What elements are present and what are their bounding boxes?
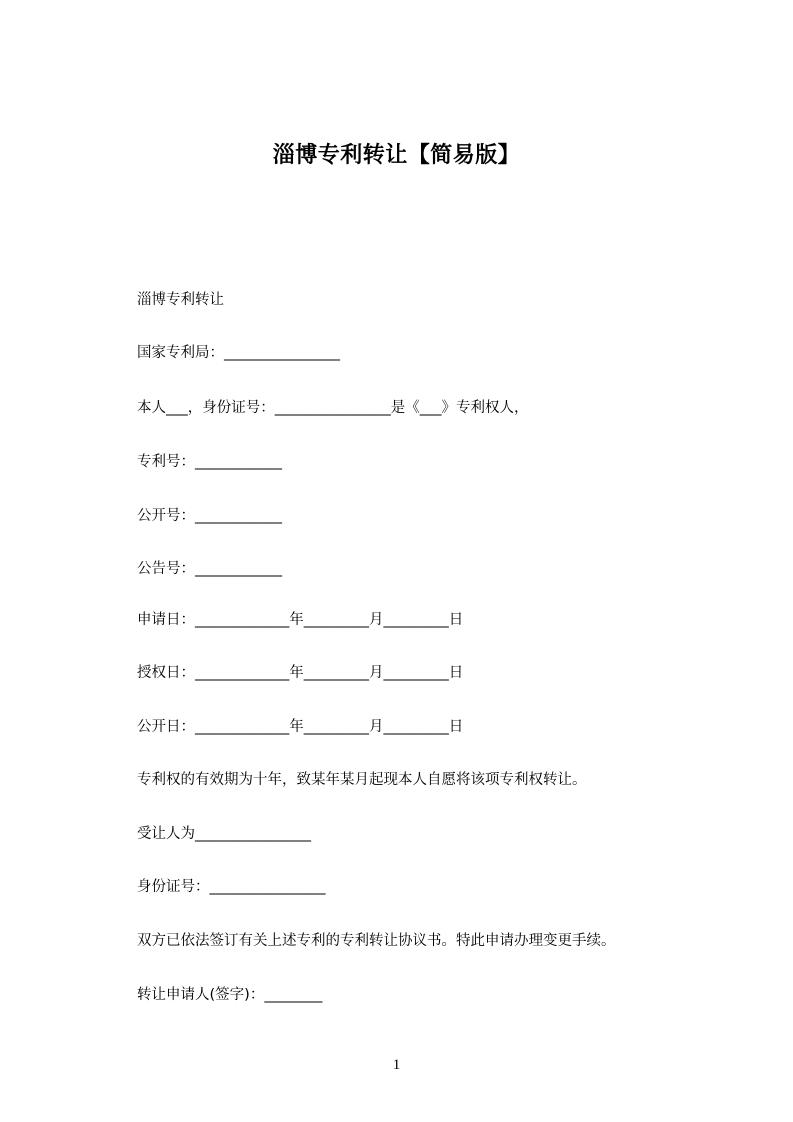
line-heading: 淄博专利转让: [137, 292, 224, 308]
line-application-date: 申请日：_____________年_________月_________日: [137, 612, 464, 628]
line-assignee-id: 身份证号：________________: [137, 879, 326, 895]
line-patent-office: 国家专利局：________________: [137, 345, 340, 361]
line-applicant-signature: 转让申请人(签字)：________: [137, 987, 323, 1003]
line-agreement-statement: 双方已依法签订有关上述专利的专利转让协议书。特此申请办理变更手续。: [137, 933, 616, 949]
line-validity-statement: 专利权的有效期为十年，致某年某月起现本人自愿将该项专利权转让。: [137, 772, 587, 788]
line-grant-date: 授权日：_____________年_________月_________日: [137, 665, 464, 681]
line-patent-number: 专利号：____________: [137, 454, 282, 470]
line-publication-date: 公开日：_____________年_________月_________日: [137, 719, 464, 735]
page-number: 1: [392, 1057, 401, 1073]
line-publication-number: 公开号：____________: [137, 508, 282, 524]
document-title: 淄博专利转让【简易版】: [272, 143, 521, 168]
line-assignee: 受让人为________________: [137, 826, 311, 842]
line-patentee-statement: 本人___，身份证号：________________是《___》专利权人，: [137, 400, 529, 416]
line-announcement-number: 公告号：____________: [137, 561, 282, 577]
